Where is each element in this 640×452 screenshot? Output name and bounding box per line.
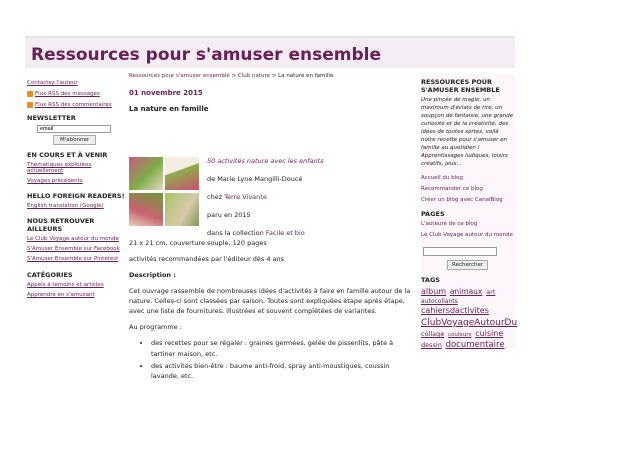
book-photo[interactable] bbox=[129, 193, 163, 226]
tag-link[interactable]: ClubVoyageAutourDu bbox=[421, 317, 518, 328]
breadcrumb: Ressources pour s'amuser ensemble > Club nature > La nature en famille bbox=[129, 73, 334, 79]
book-info: 50 activités nature avec les enfants de Marie Lyne Mangilli-Doucé chez Terre Vivante paru en 2015 dans la collection Facile et bio bbox=[207, 156, 417, 246]
now-title: EN COURS ET À VENIR bbox=[27, 151, 108, 159]
tags-title: TAGS bbox=[421, 275, 440, 284]
translation-link[interactable]: English translation (Google) bbox=[27, 203, 104, 209]
tag-link[interactable]: art bbox=[486, 287, 496, 296]
author-page-link[interactable]: L'auteure de ce blog bbox=[421, 220, 478, 227]
blog-title[interactable]: Ressources pour s'amuser ensemble bbox=[31, 45, 382, 65]
book-title-link[interactable]: 50 activités nature avec les enfants bbox=[207, 157, 324, 165]
breadcrumb-home[interactable]: Ressources pour s'amuser ensemble bbox=[129, 73, 230, 79]
tag-link[interactable]: documentaire bbox=[445, 339, 505, 350]
book-photo[interactable] bbox=[129, 157, 163, 190]
list-item: • des activités bien-être : baume anti-froid, spray anti-moustiques, coussin lavande, etc. bbox=[151, 361, 415, 381]
blog-header bbox=[25, 38, 515, 68]
pinterest-link[interactable]: S'Amuser Ensemble sur Pinterest bbox=[27, 256, 119, 262]
book-age: activités recommandées par l'éditeur dès 4 ans bbox=[129, 255, 285, 264]
tag-link[interactable]: animaux bbox=[449, 286, 483, 296]
publisher-link[interactable]: Terre Vivante bbox=[224, 193, 267, 202]
create-blog-link[interactable]: Créer un blog avec CanalBlog bbox=[421, 196, 503, 203]
recommend-link[interactable]: Recommander ce blog bbox=[421, 185, 483, 192]
home-link[interactable]: Accueil du blog bbox=[421, 174, 463, 181]
tag-link[interactable]: cahiersdactivites bbox=[421, 305, 489, 315]
program-list bbox=[129, 338, 415, 380]
book-cover[interactable] bbox=[165, 157, 199, 190]
foreign-title: HELLO FOREIGN READERS! bbox=[27, 192, 125, 200]
categories-title: CATÉGORIES bbox=[27, 271, 73, 279]
previous-trips-link[interactable]: Voyages précédents bbox=[27, 178, 83, 184]
pages-title: PAGES bbox=[421, 209, 445, 218]
main-content bbox=[129, 72, 415, 380]
tag-link[interactable]: autocollants bbox=[421, 297, 458, 305]
subscribe-button[interactable]: M'abonner bbox=[53, 135, 96, 145]
book-author: de Marie Lyne Mangilli-Doucé bbox=[207, 175, 303, 184]
follow-title: NOUS RETROUVER AILLEURS bbox=[27, 217, 95, 233]
breadcrumb-category[interactable]: Club nature bbox=[237, 73, 271, 79]
rss-icon bbox=[27, 91, 33, 97]
search-input[interactable] bbox=[423, 247, 497, 256]
description-label: Description : bbox=[129, 271, 176, 280]
book-images bbox=[129, 157, 201, 227]
tag-link[interactable]: dessin bbox=[421, 340, 442, 349]
post-body bbox=[129, 238, 415, 383]
tag-link[interactable]: cuisine bbox=[475, 328, 504, 338]
rss-messages-link[interactable]: Flux RSS des messages bbox=[35, 91, 100, 97]
program-label: Au programme : bbox=[129, 323, 182, 332]
blog-description: Une pincée de magie, un maximum d'éclats de rire, un soupçon de fantaisie, une grande curiosité et de la créativité, des idées de toutes sortes, voilà notre recette pour s'amuser en famille au quotidien ! Apprentissages ludiques, loisirs créatifs, jeux... bbox=[421, 97, 514, 167]
post-title[interactable]: La nature en famille bbox=[129, 105, 209, 114]
category-link[interactable]: Appels à témoins et articles bbox=[27, 282, 104, 288]
collection-link[interactable]: Facile et bio bbox=[265, 229, 305, 238]
left-sidebar bbox=[27, 80, 125, 298]
tag-link[interactable]: album bbox=[421, 286, 447, 296]
category-link[interactable]: Apprendre en s'amusant bbox=[27, 292, 95, 298]
tag-cloud bbox=[421, 286, 518, 351]
club-page-link[interactable]: Le Club Voyage autour du monde bbox=[421, 231, 513, 238]
newsletter-title: NEWSLETTER bbox=[27, 114, 76, 122]
search-button[interactable]: Rechercher bbox=[447, 260, 488, 270]
right-sidebar bbox=[421, 74, 518, 350]
description-text: Cet ouvrage rassemble de nombreuses idées d'activités à faire en famille autour de la nature. Celles-ci sont classées par saison. Toutes sont expliquées étape après étape, avec une liste de fournitures, illustrées et souvent complétées de variantes. bbox=[129, 287, 411, 316]
browser-frame bbox=[25, 36, 518, 380]
breadcrumb-current: La nature en famille bbox=[278, 73, 334, 79]
tag-link[interactable]: collage bbox=[421, 329, 445, 338]
blog-name-title: RESSOURCES POUR S'AMUSER ENSEMBLE bbox=[421, 78, 500, 94]
book-photo[interactable] bbox=[165, 193, 199, 226]
contact-link[interactable]: Contactez l'auteur bbox=[27, 80, 78, 86]
rss-comments-link[interactable]: Flux RSS des commentaires bbox=[35, 102, 112, 108]
club-link[interactable]: Le Club Voyage autour du monde bbox=[27, 236, 119, 242]
tag-link[interactable]: couleurs bbox=[448, 331, 472, 338]
themes-link[interactable]: Thématiques explorées actuellement bbox=[27, 162, 92, 174]
facebook-link[interactable]: S'Amuser Ensemble sur Facebook bbox=[27, 246, 120, 252]
rss-icon bbox=[27, 102, 33, 108]
book-year: paru en 2015 bbox=[207, 211, 251, 220]
post-date: 01 novembre 2015 bbox=[129, 88, 203, 97]
list-item: • des recettes pour se régaler : graines germées, gelée de pissenlits, pâte à tartiner maison, etc. bbox=[151, 338, 415, 358]
email-field[interactable] bbox=[37, 125, 111, 133]
book-format: 21 x 21 cm, couverture souple, 120 pages bbox=[129, 239, 267, 247]
